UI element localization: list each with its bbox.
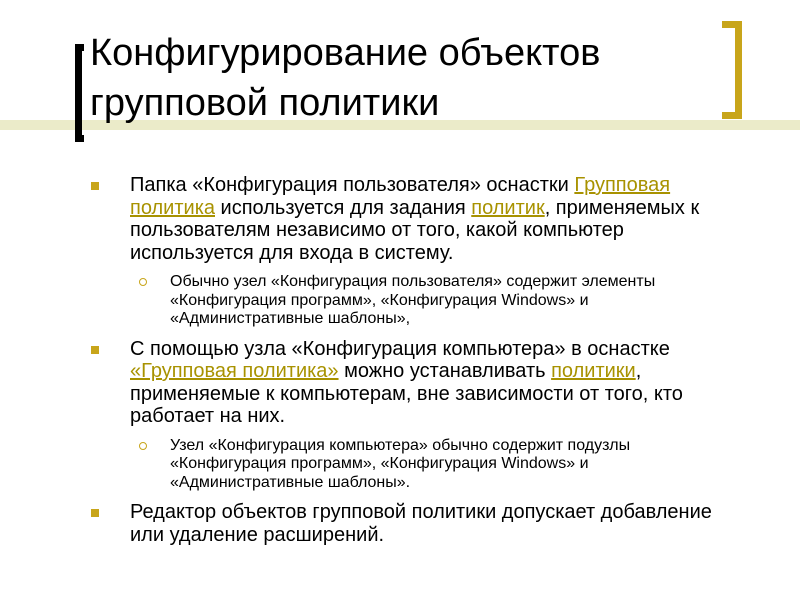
sub-bullet-text: Обычно узел «Конфигурация пользователя» содержит элементы «Конфигурация программ», «Конфигурация Windows» и «Административные шаблоны», (170, 273, 656, 327)
group-policy-link[interactable]: «Групповая политика» (130, 360, 339, 382)
policies-link[interactable]: политик (471, 196, 545, 219)
sub-bullet-item-user-config (0, 273, 690, 329)
bullet-text: Редактор объектов групповой политики допускает добавление или удаление расширений. (130, 501, 712, 546)
slide-title: Конфигурирование объектов групповой политики (90, 32, 601, 124)
left-bracket-decoration (75, 44, 84, 142)
bullet-text: Папка «Конфигурация пользователя» оснастки (130, 174, 575, 196)
square-bullet-icon (91, 182, 99, 190)
group-policy-link[interactable]: Групповая политика (130, 174, 671, 219)
slide-body (0, 174, 800, 555)
bullet-text: используется для задания (215, 196, 472, 219)
square-bullet-icon (91, 509, 99, 517)
bullet-text: можно устанавливать (338, 360, 552, 382)
sub-bullet-text: Узел «Конфигурация компьютера» обычно содержит подузлы «Конфигурация программ», «Конфигурация Windows» и «Административные шаблоны». (170, 436, 631, 491)
square-bullet-icon (91, 346, 99, 354)
bullet-item-user-config (0, 174, 740, 264)
bullet-text: С помощью узла «Конфигурация компьютера» в оснастке (130, 337, 670, 360)
policies-link[interactable]: политики (551, 360, 636, 382)
circle-bullet-icon (139, 442, 147, 450)
bullet-text: , применяемых к пользователям независимо от того, какой компьютер используется для входа в систему. (130, 196, 700, 264)
bullet-item-editor (0, 501, 740, 546)
right-bracket-decoration (722, 21, 742, 119)
sub-bullet-item-computer-config (0, 437, 690, 493)
bullet-item-computer-config (0, 338, 740, 428)
bullet-text: , применяемые к компьютерам, вне зависимости от того, кто работает на них. (130, 360, 683, 427)
circle-bullet-icon (139, 278, 147, 286)
